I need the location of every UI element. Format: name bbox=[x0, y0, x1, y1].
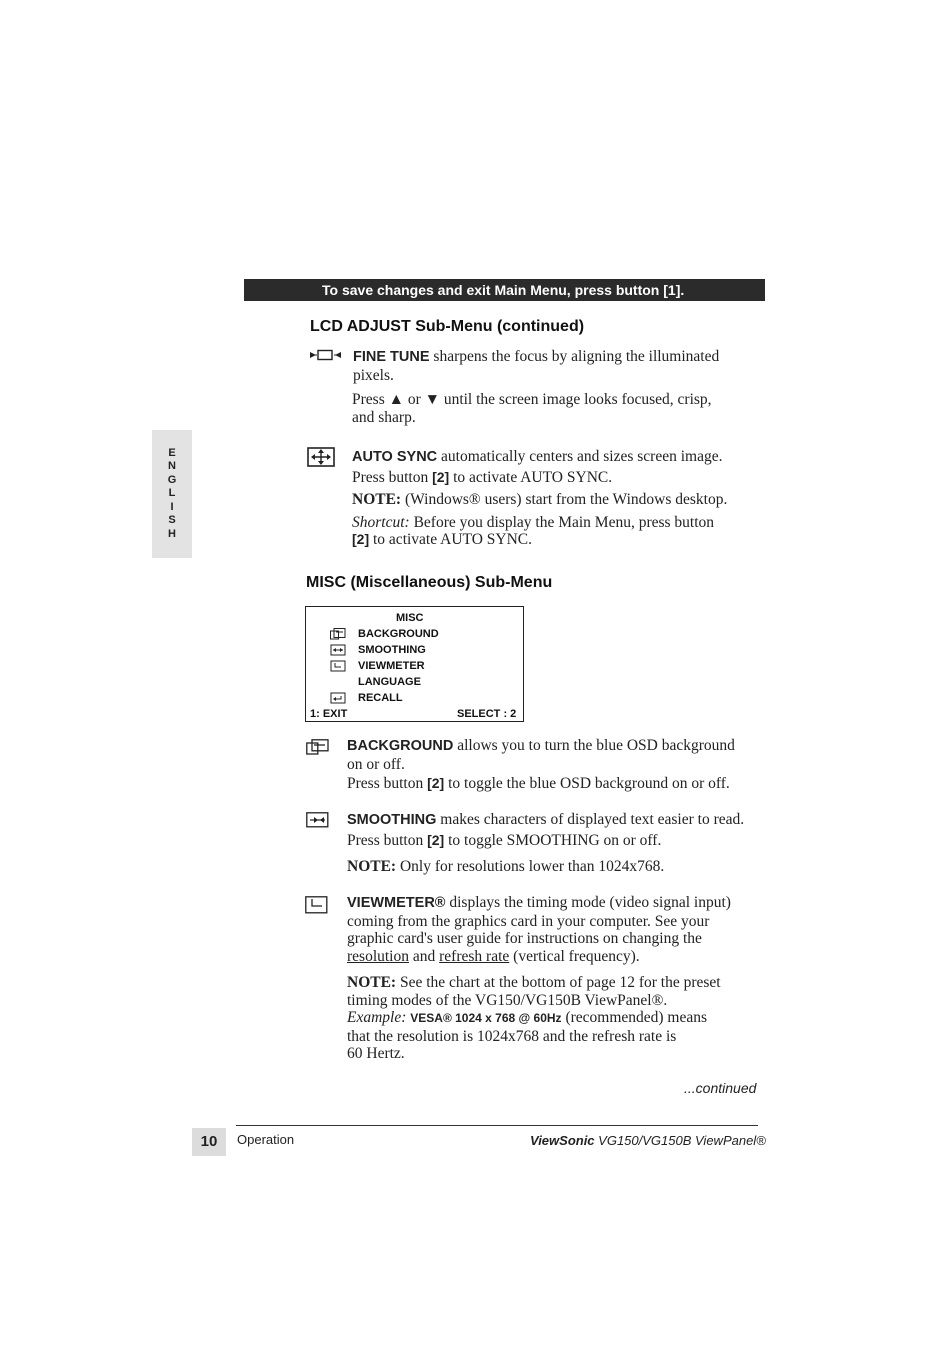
menu-select-label: SELECT : 2 bbox=[457, 708, 517, 720]
continued-label: ...continued bbox=[684, 1080, 757, 1096]
background-text: allows you to turn the blue OSD background bbox=[453, 737, 735, 754]
side-tab-letter: L bbox=[168, 487, 176, 500]
background-keyword: BACKGROUND bbox=[347, 738, 454, 754]
misc-osd-menu bbox=[305, 606, 524, 722]
button-ref: [2] bbox=[427, 831, 445, 848]
side-tab-letter: N bbox=[168, 460, 176, 473]
misc-heading: MISC (Miscellaneous) Sub-Menu bbox=[306, 574, 553, 591]
viewmeter-text-2: coming from the graphics card in your computer. See your bbox=[347, 912, 710, 930]
menu-item-viewmeter: VIEWMETER bbox=[358, 660, 425, 672]
refresh-rate-link[interactable]: refresh rate bbox=[439, 947, 510, 965]
button-ref: [2] bbox=[432, 468, 450, 485]
fine-tune-press-line1: Press ▲ or ▼ until the screen image looks focused, crisp, bbox=[352, 391, 712, 408]
example-text-2: that the resolution is 1024x768 and the refresh rate is bbox=[347, 1027, 677, 1045]
viewmeter-text-mid: and bbox=[409, 947, 440, 965]
recall-icon bbox=[330, 692, 348, 707]
menu-exit-label: 1: EXIT bbox=[310, 708, 348, 720]
viewmeter-text-3: graphic card's user guide for instructions on changing the bbox=[347, 930, 702, 947]
viewmeter-keyword: VIEWMETER® bbox=[347, 895, 446, 911]
background-icon bbox=[306, 739, 330, 755]
note-text-2: timing modes of the VG150/VG150B ViewPanel®. bbox=[347, 991, 668, 1009]
fine-tune-text: sharpens the focus by aligning the illuminated bbox=[429, 348, 720, 365]
auto-sync-description bbox=[352, 448, 767, 549]
fine-tune-text-2: pixels. bbox=[353, 366, 394, 384]
smoothing-text: makes characters of displayed text easier to read. bbox=[436, 811, 745, 828]
fine-tune-instructions bbox=[352, 391, 762, 426]
note-label: NOTE: bbox=[352, 491, 402, 508]
auto-sync-text: automatically centers and sizes screen image. bbox=[437, 448, 723, 465]
smoothing-description bbox=[347, 811, 762, 876]
example-text-3: 60 Hertz. bbox=[347, 1045, 405, 1062]
viewmeter-icon bbox=[305, 896, 329, 914]
menu-item-background: BACKGROUND bbox=[358, 628, 439, 640]
model-name: VG150/VG150B ViewPanel® bbox=[594, 1133, 766, 1148]
footer-rule bbox=[236, 1125, 758, 1126]
save-exit-banner: To save changes and exit Main Menu, press button [1]. bbox=[244, 279, 765, 301]
note-label: NOTE: bbox=[347, 974, 397, 991]
shortcut-post: to activate AUTO SYNC. bbox=[369, 531, 533, 548]
note-label: NOTE: bbox=[347, 858, 397, 875]
viewmeter-icon bbox=[330, 660, 348, 675]
resolution-link[interactable]: resolution bbox=[347, 947, 409, 965]
language-side-tab bbox=[152, 430, 192, 558]
menu-item-language: LANGUAGE bbox=[358, 676, 421, 688]
note-text: Only for resolutions lower than 1024x768. bbox=[396, 858, 665, 875]
background-text-2: on or off. bbox=[347, 755, 405, 773]
side-tab-letter: I bbox=[170, 500, 174, 513]
side-tab-letter: H bbox=[168, 527, 176, 540]
footer-section: Operation bbox=[237, 1132, 295, 1147]
smoothing-icon bbox=[330, 644, 348, 659]
side-tab-letter: E bbox=[168, 446, 176, 459]
shortcut-text: Before you display the Main Menu, press button bbox=[409, 513, 715, 531]
footer-brand bbox=[530, 1133, 766, 1148]
background-press: Press button bbox=[347, 775, 428, 792]
note-text: (Windows® users) start from the Windows desktop. bbox=[401, 491, 728, 508]
button-ref: [2] bbox=[352, 531, 370, 547]
example-label: Example: bbox=[347, 1009, 407, 1026]
smoothing-icon bbox=[306, 812, 330, 828]
background-description bbox=[347, 737, 762, 793]
example-text: (recommended) means bbox=[561, 1009, 708, 1026]
side-tab-letter: G bbox=[167, 473, 177, 486]
button-ref: [2] bbox=[427, 775, 445, 791]
auto-sync-icon bbox=[307, 447, 335, 467]
menu-title: MISC bbox=[396, 612, 424, 624]
smoothing-press-post: to toggle SMOOTHING on or off. bbox=[444, 831, 662, 849]
auto-sync-keyword: AUTO SYNC bbox=[352, 449, 438, 465]
viewmeter-description bbox=[347, 894, 762, 1063]
viewmeter-text-post: (vertical frequency). bbox=[509, 947, 640, 965]
fine-tune-icon bbox=[310, 349, 344, 361]
auto-sync-press-post: to activate AUTO SYNC. bbox=[449, 468, 613, 486]
note-text: See the chart at the bottom of page 12 for the preset bbox=[396, 974, 721, 991]
page-number: 10 bbox=[192, 1128, 226, 1156]
auto-sync-press: Press button bbox=[352, 468, 433, 486]
side-tab-letter: S bbox=[168, 514, 176, 527]
background-press-post: to toggle the blue OSD background on or off. bbox=[444, 775, 730, 792]
smoothing-press: Press button bbox=[347, 831, 428, 849]
example-code: VESA® 1024 x 768 @ 60Hz bbox=[410, 1011, 562, 1025]
viewmeter-text: displays the timing mode (video signal input) bbox=[445, 894, 731, 911]
shortcut-label: Shortcut: bbox=[352, 513, 410, 531]
smoothing-keyword: SMOOTHING bbox=[347, 812, 437, 828]
lcd-adjust-heading: LCD ADJUST Sub-Menu (continued) bbox=[310, 318, 585, 335]
brand-name: ViewSonic bbox=[530, 1133, 595, 1148]
background-icon bbox=[330, 628, 348, 643]
menu-item-recall: RECALL bbox=[358, 692, 403, 704]
fine-tune-description bbox=[353, 348, 763, 384]
fine-tune-press-line2: and sharp. bbox=[352, 408, 416, 426]
fine-tune-keyword: FINE TUNE bbox=[353, 349, 430, 365]
menu-item-smoothing: SMOOTHING bbox=[358, 644, 426, 656]
